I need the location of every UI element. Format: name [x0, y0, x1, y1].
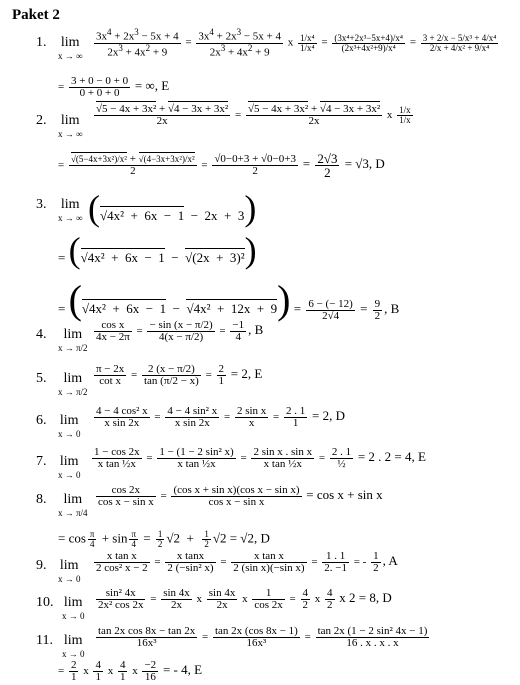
step: = (√4x² + 6x − 1 − √(2x + 3)²): [58, 230, 257, 270]
step: = $\frac{2}{1}$ x $\frac{4}{1}$ x $\frac{4}{1}$ x $\frac{-2}{16}$ = - 4, E: [58, 659, 203, 683]
expression: $\frac{\text{sin² 4x}}{\text{2x² cos 2x}}$ = $\frac{\sin 4x}{2x}$ x $\frac{\sin 4x}{2x}$ x $\frac{1}{\cos 2x}$ = $\frac{4}{2}$ x $\frac{4}{2}$ x 2 = 8, D: [98, 587, 392, 611]
problem-number: 7.: [36, 454, 47, 469]
problem-number: 2.: [36, 113, 47, 128]
limit-operator: lim x → π/2: [58, 327, 88, 353]
step: = $\frac{\text{√(5−4x+3x²)/x² + √(4−3x+3x²)/x²}}{2}$ = $\frac{√0-0+3 + √0-0+3}{2}$ = $\frac{2√3}{2}$ = √3, D: [58, 151, 385, 180]
problem-number: 6.: [36, 413, 47, 428]
expression: $\frac{\text{x tan x}}{\text{2 cos² x − 2}}$ = $\frac{\text{x tanx}}{\text{2 (−sin² x)}}$ = $\frac{\text{x tan x}}{\text{2 (sin x)(−sin x)}}$ = $\frac{1 . 1}{2. -1}$ = - $\frac{1}{2}$ , A: [96, 550, 398, 574]
limit-operator: lim x → ∞: [58, 113, 83, 139]
problem-number: 10.: [36, 595, 54, 610]
expression: $\frac{\text{cos x}}{4x - 2\pi}$ = $\frac{- \sin (x - \pi/2)}{4(x - \pi/2)}$ = $\frac{-1}{4}$ , B: [96, 319, 264, 343]
problem-number: 9.: [36, 558, 47, 573]
limit-operator: lim x → ∞: [58, 197, 83, 223]
expression: $\frac{3x^4 + 2x^3 - 5x + 4}{2x^3 + 4x^2 + 9}$ = $\frac{3x^4 + 2x^3 - 5x + 4}{2x^3 + 4x^2 + 9}$ x $\frac{\text{1/x⁴}}{\text{1/x⁴}}$ = $\frac{\text{(3x⁴+2x³−5x+4)/x⁴}}{\text{(2x³+4x²+9)/x⁴}}$ = $\frac{\text{3 + 2/x − 5/x³ + 4/x⁴}}{\text{2/x + 4/x² + 9/x⁴}}$: [96, 27, 497, 59]
limit-operator: lim x → 0: [58, 413, 81, 439]
limit-operator: lim x → π/4: [58, 492, 88, 518]
expression: (√4x² + 6x − 1 − 2x + 3): [88, 188, 257, 228]
limit-operator: lim x → ∞: [58, 35, 83, 61]
problem-number: 5.: [36, 371, 47, 386]
expression: $\frac{1 - \cos 2x}{\text{x tan ½x}}$ = $\frac{\text{1 − (1 − 2 sin² x)}}{\text{x tan ½x}}$ = $\frac{\text{2 sin x . sin x}}{\text{x tan ½x}}$ = $\frac{2 . 1}{\text{½}}$ = 2 . 2 = 4, E: [94, 446, 426, 470]
problem-number: 3.: [36, 197, 47, 212]
limit-operator: lim x → π/2: [58, 371, 88, 397]
problem-number: 8.: [36, 492, 47, 507]
expression: $\frac{\cos 2x}{\text{cos x − sin x}}$ = $\frac{\text{(cos x + sin x)(cos x − sin x)}}{\text{cos x − sin x}}$ = cos x + sin x: [98, 484, 383, 508]
expression: $\frac{\text{√5 − 4x + 3x² + √4 − 3x + 3x²}}{2x}$ = $\frac{\text{√5 − 4x + 3x² + √4 − 3x + 3x²}}{2x}$ x $\frac{1/x}{1/x}$: [96, 103, 411, 127]
problem-number: 11.: [36, 633, 53, 648]
step: = cos $\frac{\pi}{4}$ + sin $\frac{\pi}{4}$ = $\frac{1}{2}$ √2 + $\frac{1}{2}$ √2 = √2, D: [58, 529, 270, 549]
step: = (√4x² + 6x − 1 − √4x² + 12x + 9) = $\frac{6 - (- 12)}{2√4}$ = $\frac{9}{2}$ , B: [58, 277, 400, 322]
expression: $\frac{\pi - 2x}{\text{cot x}}$ = $\frac{2 (x - \pi/2)}{\tan (\pi/2 - x)}$ = $\frac{2}{1}$ = 2, E: [96, 363, 263, 387]
limit-operator: lim x → 0: [62, 633, 85, 659]
step: = $\frac{3 + 0 - 0 + 0}{0 + 0 + 0}$ = ∞, E: [58, 75, 170, 99]
expression: $\frac{\text{4 − 4 cos² x}}{\text{x sin 2x}}$ = $\frac{\text{4 − 4 sin² x}}{\text{x sin 2x}}$ = $\frac{\text{2 sin x}}{x}$ = $\frac{2 . 1}{1}$ = 2, D: [96, 405, 345, 429]
limit-operator: lim x → 0: [58, 454, 81, 480]
limit-operator: lim x → 0: [58, 558, 81, 584]
problem-number: 4.: [36, 327, 47, 342]
expression: $\frac{\text{tan 2x cos 8x − tan 2x}}{\text{16x³}}$ = $\frac{\tan 2x (\cos 8x - 1)}{\text{16x³}}$ = $\frac{\text{tan 2x (1 − 2 sin² 4x − 1)}}{16 . x . x . x}$: [98, 625, 428, 649]
limit-operator: lim x → 0: [62, 595, 85, 621]
page-title: Paket 2: [12, 7, 60, 23]
problem-number: 1.: [36, 35, 47, 50]
